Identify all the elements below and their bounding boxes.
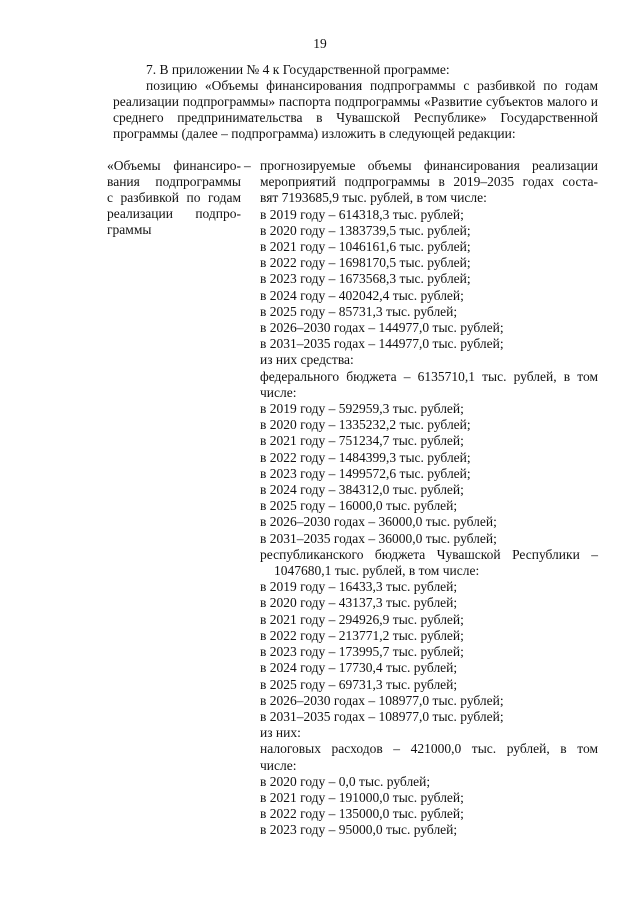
financing-line: в 2021 году – 191000,0 тыс. рублей;	[260, 789, 464, 805]
amendment-item: 7. В приложении № 4 к Государственной программе:	[146, 62, 450, 77]
financing-line: в 2021 году – 294926,9 тыс. рублей;	[260, 611, 464, 627]
financing-line: в 2024 году – 384312,0 тыс. рублей;	[260, 482, 464, 498]
financing-line: в 2019 году – 614318,3 тыс. рублей;	[260, 206, 464, 222]
financing-line: прогнозируемые объемы финансирования реализации	[260, 158, 598, 173]
amendment-paragraph: позицию «Объемы финансирования подпрограммы с разбивкой по годам реализации подпрограммы» паспорта подпрограммы «Развитие субъектов малого и среднего предпринимательства в Чувашской Республике» Государственной программы (далее – подпрограмма) изложить в следующей редакции:	[113, 78, 598, 141]
financing-line: в 2022 году – 213771,2 тыс. рублей;	[260, 627, 464, 643]
financing-line: в 2031–2035 годах – 144977,0 тыс. рублей;	[260, 336, 504, 352]
financing-line: из них:	[260, 725, 301, 741]
financing-line: в 2019 году – 16433,3 тыс. рублей;	[260, 579, 458, 595]
financing-details	[260, 158, 598, 839]
intro-block	[113, 62, 598, 142]
financing-line: в 2023 году – 1499572,6 тыс. рублей;	[260, 465, 471, 481]
financing-line: числе:	[260, 384, 297, 400]
financing-line: в 2025 году – 85731,3 тыс. рублей;	[260, 303, 458, 319]
financing-line: из них средства:	[260, 352, 354, 368]
financing-line: в 2023 году – 173995,7 тыс. рублей;	[260, 644, 464, 660]
financing-line: в 2020 году – 43137,3 тыс. рублей;	[260, 595, 458, 611]
financing-line: в 2025 году – 16000,0 тыс. рублей;	[260, 498, 458, 514]
financing-line: в 2023 году – 95000,0 тыс. рублей;	[260, 822, 458, 838]
financing-line: в 2020 году – 1335232,2 тыс. рублей;	[260, 417, 471, 433]
position-label-line: с разбивкой по годам	[107, 190, 241, 205]
financing-line: 1047680,1 тыс. рублей, в том числе:	[274, 563, 480, 579]
financing-line: в 2019 году – 592959,3 тыс. рублей;	[260, 401, 464, 417]
page-number: 19	[313, 36, 327, 51]
financing-line: в 2026–2030 годах – 108977,0 тыс. рублей;	[260, 692, 504, 708]
financing-line: в 2022 году – 1698170,5 тыс. рублей;	[260, 255, 471, 271]
financing-line: в 2022 году – 1484399,3 тыс. рублей;	[260, 449, 471, 465]
financing-line: в 2022 году – 135000,0 тыс. рублей;	[260, 806, 464, 822]
financing-line: в 2026–2030 годах – 144977,0 тыс. рублей;	[260, 320, 504, 336]
financing-line: в 2024 году – 402042,4 тыс. рублей;	[260, 287, 464, 303]
position-label-line: реализации подпро-	[107, 206, 241, 221]
financing-line: в 2031–2035 годах – 36000,0 тыс. рублей;	[260, 530, 497, 546]
financing-line: в 2031–2035 годах – 108977,0 тыс. рублей;	[260, 708, 504, 724]
financing-line: в 2023 году – 1673568,3 тыс. рублей;	[260, 271, 471, 287]
financing-line: в 2021 году – 1046161,6 тыс. рублей;	[260, 239, 471, 255]
separator-dash: –	[244, 158, 251, 173]
position-label-line: вания подпрограммы	[107, 174, 241, 189]
position-label	[107, 158, 241, 238]
position-label-line: граммы	[107, 222, 152, 237]
financing-line: республиканского бюджета Чувашской Республики –	[260, 546, 598, 562]
financing-line: в 2024 году – 17730,4 тыс. рублей;	[260, 660, 458, 676]
financing-line: в 2021 году – 751234,7 тыс. рублей;	[260, 433, 464, 449]
financing-line: числе:	[260, 757, 297, 773]
financing-line: в 2025 году – 69731,3 тыс. рублей;	[260, 676, 458, 692]
position-label-line: «Объемы финансиро-	[107, 158, 241, 173]
financing-line: в 2026–2030 годах – 36000,0 тыс. рублей;	[260, 514, 497, 530]
financing-line: мероприятий подпрограммы в 2019–2035 годах соста-	[260, 174, 598, 190]
financing-line: федерального бюджета – 6135710,1 тыс. рублей, в том	[260, 368, 598, 384]
financing-line: налоговых расходов – 421000,0 тыс. рублей, в том	[260, 741, 598, 757]
financing-line: вят 7193685,9 тыс. рублей, в том числе:	[260, 190, 487, 206]
financing-line: в 2020 году – 0,0 тыс. рублей;	[260, 773, 431, 789]
financing-line: в 2020 году – 1383739,5 тыс. рублей;	[260, 222, 471, 238]
